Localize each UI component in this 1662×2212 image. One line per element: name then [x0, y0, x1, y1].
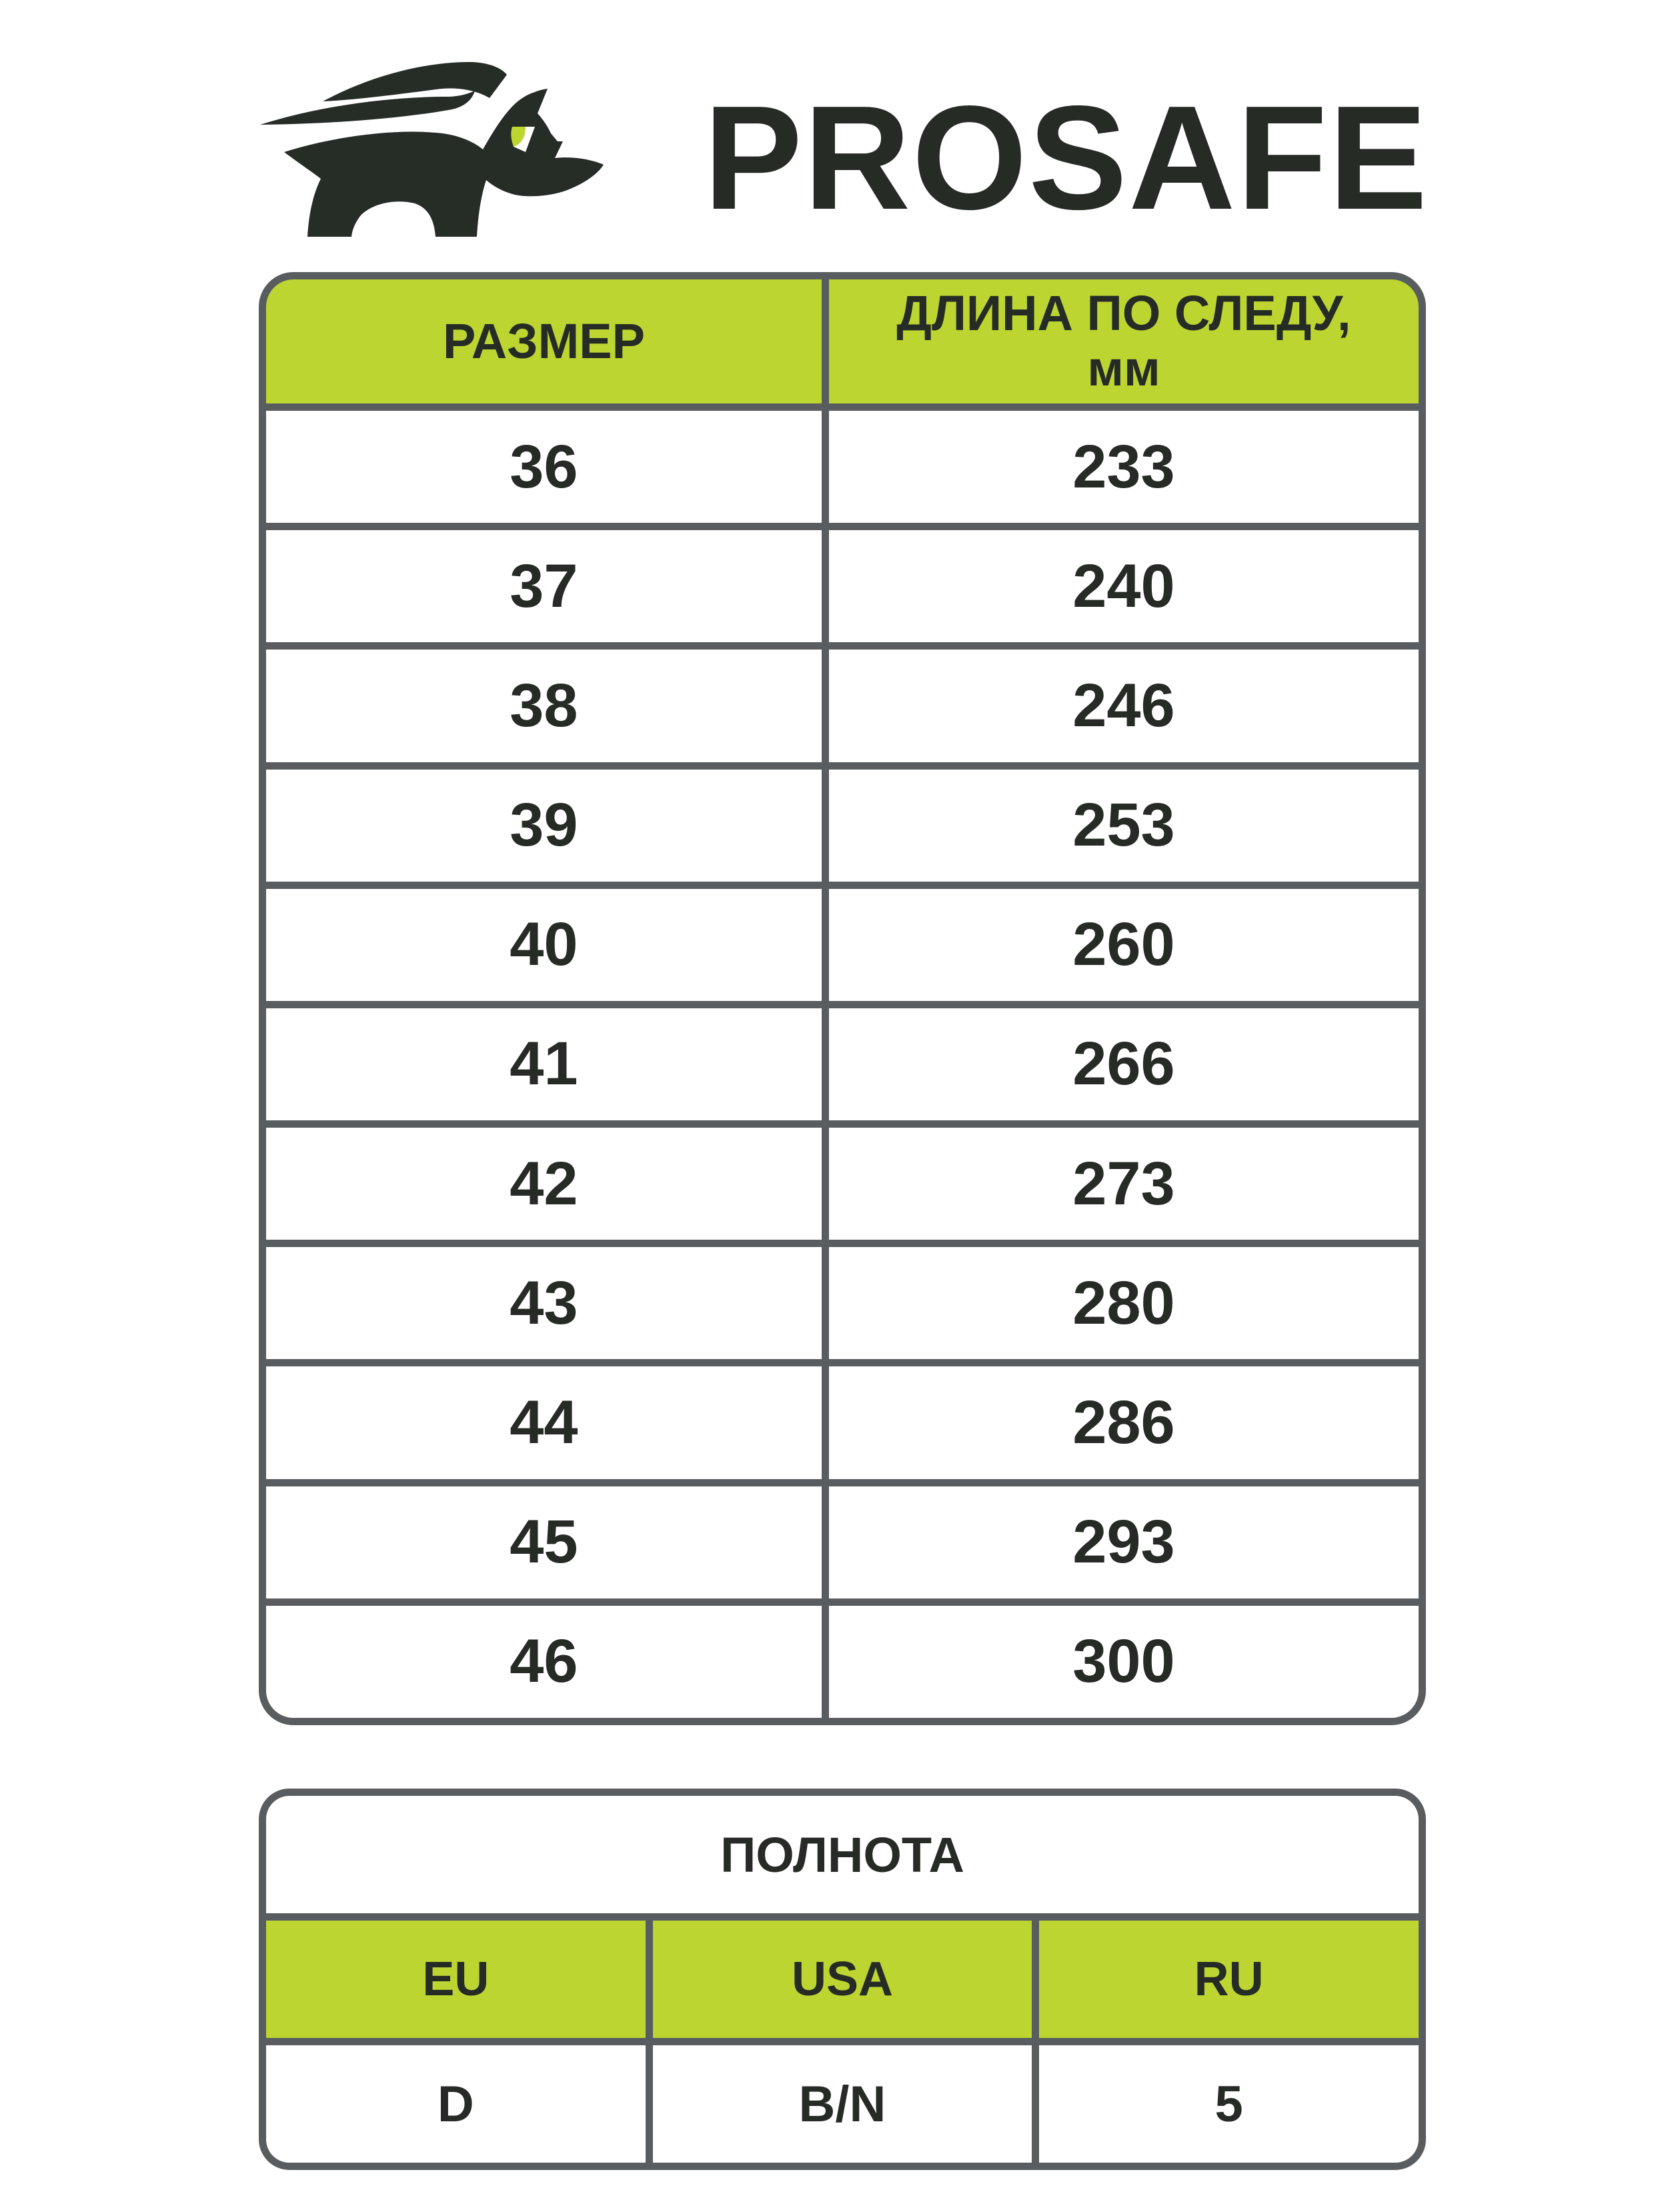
length-cell: 253: [829, 770, 1419, 882]
size-cell: 39: [266, 770, 822, 882]
length-cell: 293: [829, 1486, 1419, 1598]
length-cell: 273: [829, 1128, 1419, 1240]
size-table-header-size: [266, 279, 822, 403]
size-cell: 37: [266, 530, 822, 642]
width-table: [259, 1789, 1426, 2170]
length-header-label: ДЛИНА ПО СЛЕДУ, мм: [896, 285, 1351, 396]
length-cell: 240: [829, 530, 1419, 642]
length-cell: 286: [829, 1366, 1419, 1478]
width-table-title: ПОЛНОТА: [266, 1796, 1419, 1913]
length-cell: 280: [829, 1247, 1419, 1359]
size-cell: 45: [266, 1486, 822, 1598]
length-cell: 260: [829, 889, 1419, 1001]
size-cell: 43: [266, 1247, 822, 1359]
size-cell: 36: [266, 411, 822, 523]
length-cell: 233: [829, 411, 1419, 523]
width-header-usa: USA: [653, 1921, 1032, 2038]
length-cell: 300: [829, 1606, 1419, 1718]
size-cell: 40: [266, 889, 822, 1001]
rhino-top-swoosh: [323, 62, 507, 101]
length-cell: 266: [829, 1008, 1419, 1120]
size-cell: 42: [266, 1128, 822, 1240]
size-table: [259, 272, 1426, 1725]
brand-wordmark: PROSAFE: [704, 75, 1429, 241]
width-header-ru: RU: [1039, 1921, 1419, 2038]
width-value-ru: 5: [1039, 2045, 1419, 2163]
width-header-eu: EU: [266, 1921, 646, 2038]
width-value-eu: D: [266, 2045, 646, 2163]
width-value-usa: B/N: [653, 2045, 1032, 2163]
size-cell: 46: [266, 1606, 822, 1718]
size-header-label: РАЗМЕР: [442, 313, 645, 369]
size-cell: 38: [266, 650, 822, 762]
size-cell: 44: [266, 1366, 822, 1478]
size-cell: 41: [266, 1008, 822, 1120]
length-cell: 246: [829, 650, 1419, 762]
size-table-header-length: [829, 279, 1419, 403]
rhino-logo-icon: [241, 32, 682, 239]
